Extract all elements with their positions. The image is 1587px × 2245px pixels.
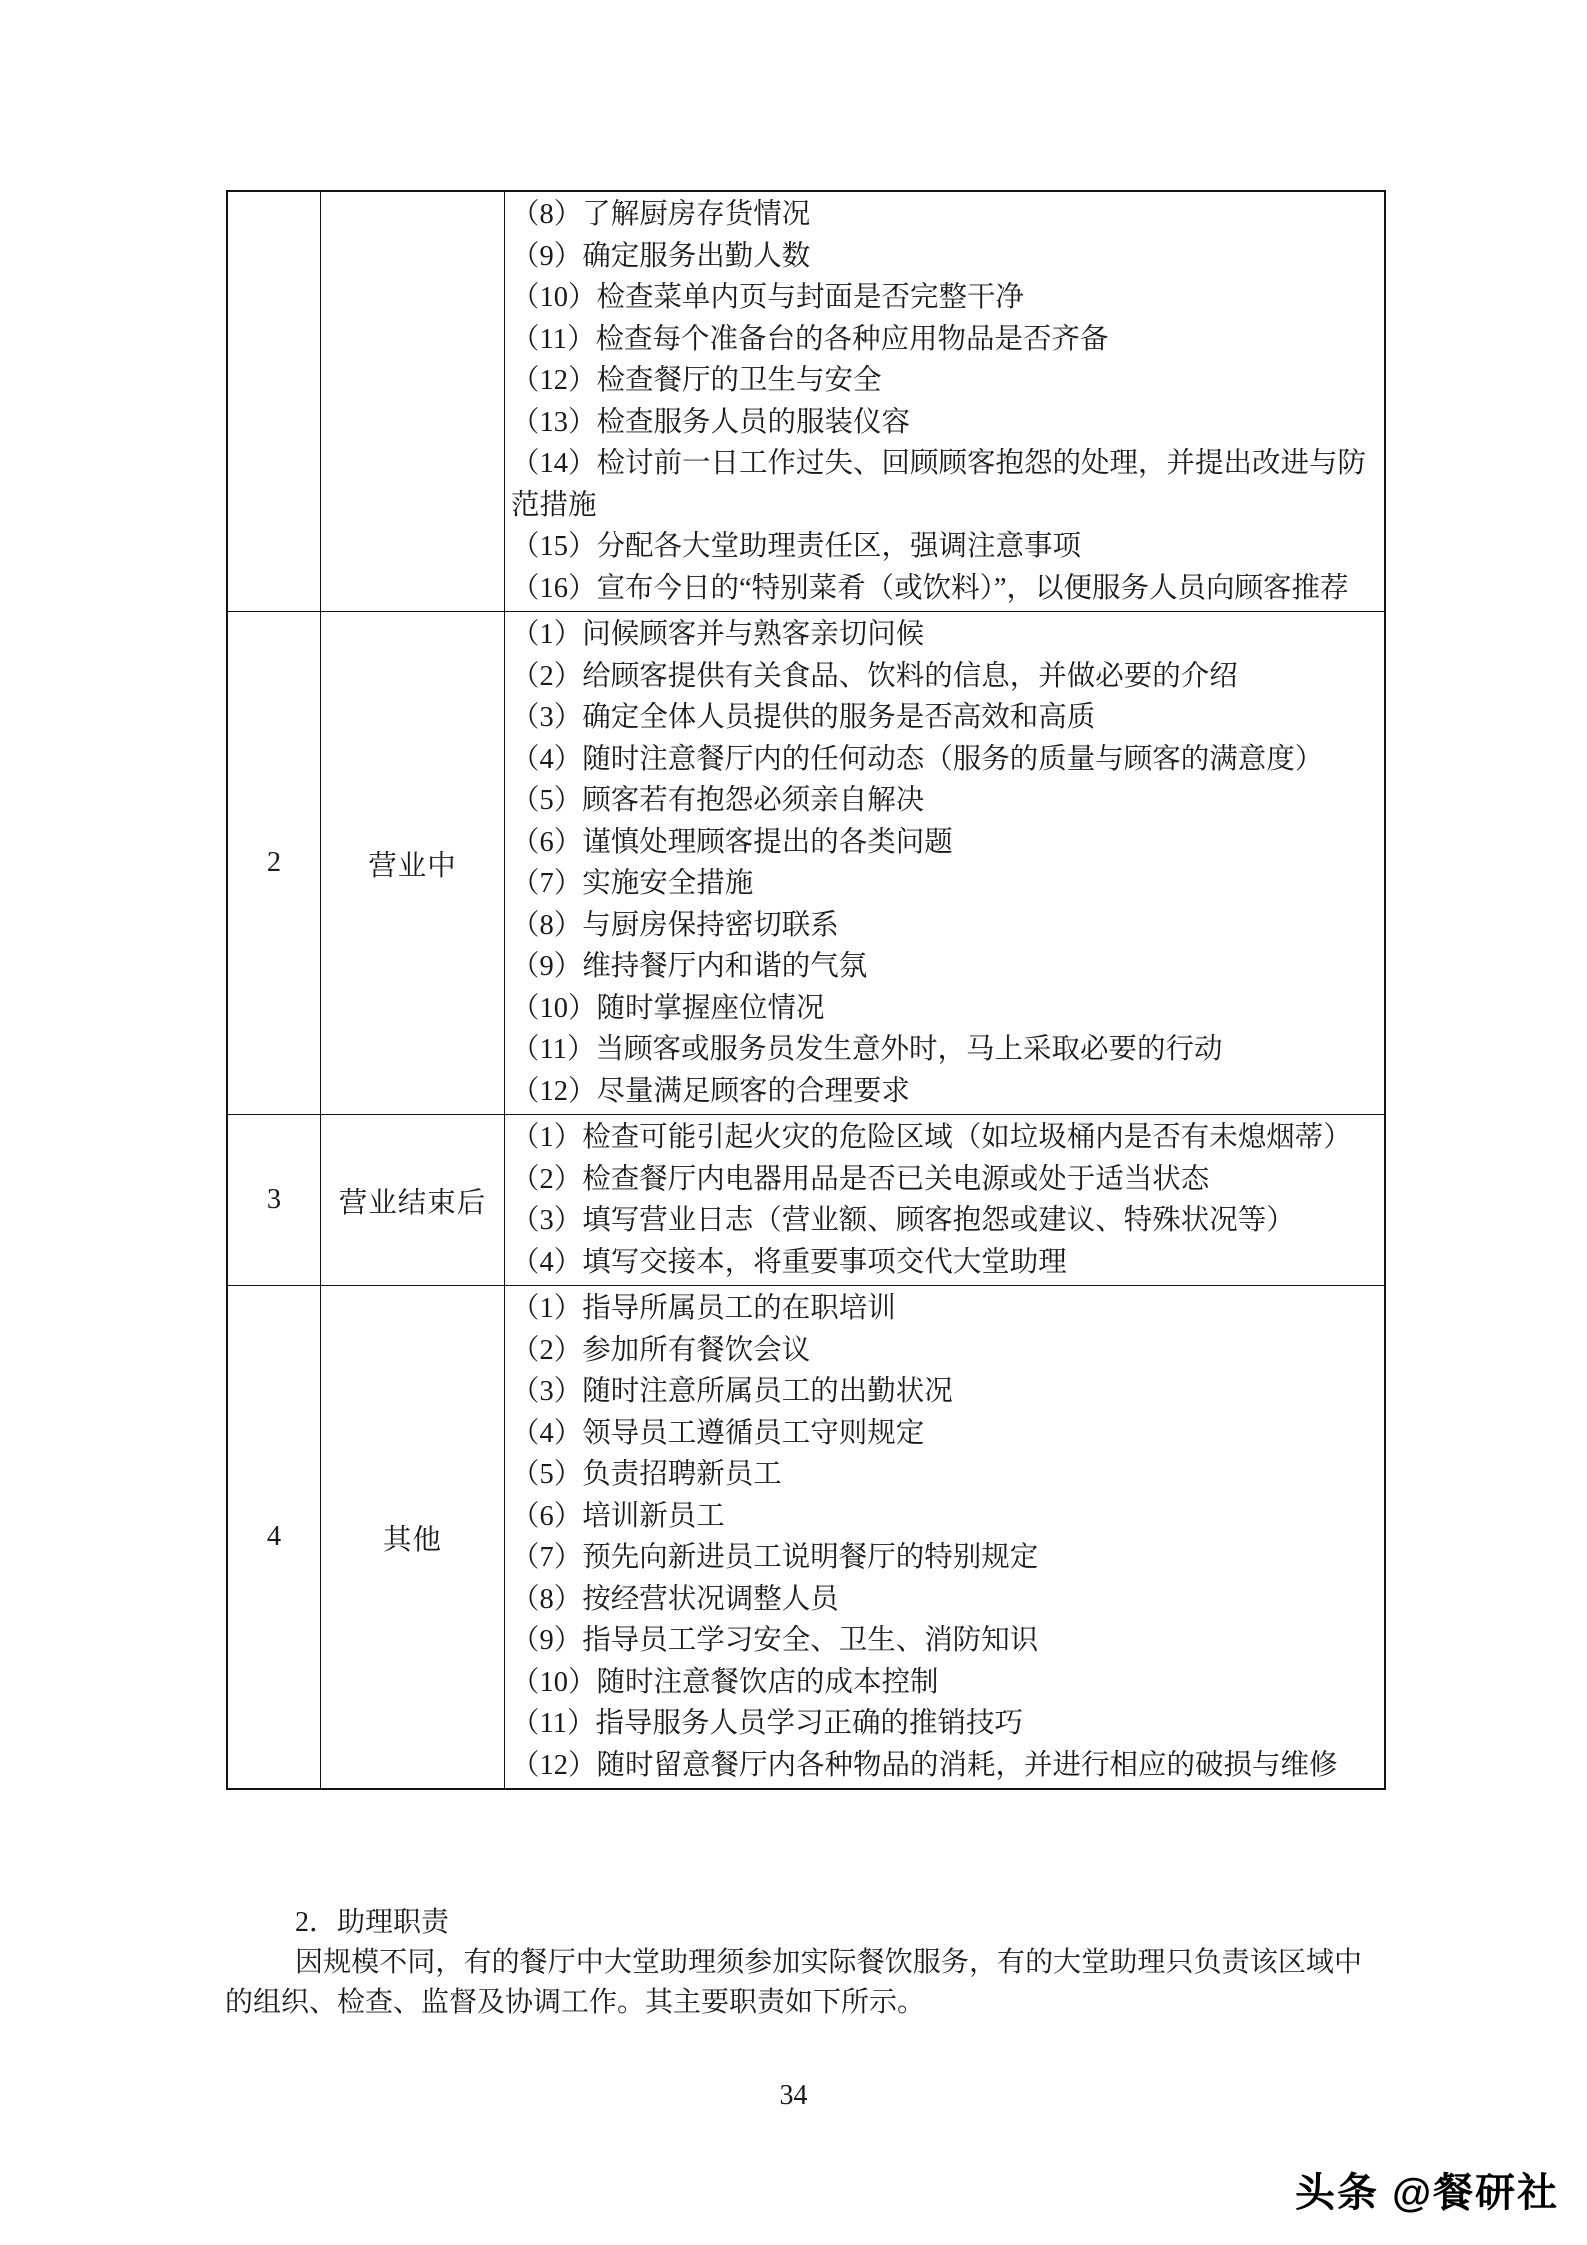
duty-item: （2）参加所有餐饮会议 [511,1334,811,1366]
duty-item: （8）按经营状况调整人员 [511,1583,839,1615]
table-row [227,191,1385,612]
table-row [227,1115,1385,1286]
duty-item: （13）检查服务人员的服装仪容 [511,406,911,438]
duty-item: （9）指导员工学习安全、卫生、消防知识 [511,1625,1039,1656]
table-row [227,612,1385,1115]
row-phase-cell: 其他 [321,1286,505,1790]
duty-item: （4）随时注意餐厅内的任何动态（服务的质量与顾客的满意度） [511,743,1324,775]
duty-table [226,190,1386,1790]
body-paragraph: 因规模不同，有的餐厅中大堂助理须参加实际餐饮服务，有的大堂助理只负责该区域中的组织、检查、监督及协调工作。其主要职责如下所示。 [225,1947,1362,2018]
duty-item: （11）当顾客或服务员发生意外时，马上采取必要的行动 [511,1034,1223,1065]
duty-item: （8）了解厨房存货情况 [511,199,811,230]
row-items-cell [505,191,1386,612]
row-number-cell: 4 [227,1286,321,1790]
duty-item: （5）顾客若有抱怨必须亲自解决 [511,785,925,816]
section-heading: 2．助理职责 [295,1907,450,1938]
duty-item: （9）确定服务出勤人数 [511,240,811,272]
duty-item: （12）随时留意餐厅内各种物品的消耗，并进行相应的破损与维修 [511,1749,1338,1781]
duty-item: （11）指导服务人员学习正确的推销技巧 [511,1708,1023,1739]
page-number: 34 [779,2080,808,2111]
duty-table-body [227,191,1385,1789]
duty-item: （2）检查餐厅内电器用品是否已关电源或处于适当状态 [511,1163,1210,1195]
duty-item: （3）填写营业日志（营业额、顾客抱怨或建议、特殊状况等） [511,1205,1295,1236]
duty-item: （16）宣布今日的“特别菜肴（或饮料）”，以便服务人员向顾客推荐 [511,572,1349,604]
duty-item: （5）负责招聘新员工 [511,1459,782,1490]
row-number-cell [227,191,321,612]
duty-item: （10）随时掌握座位情况 [511,992,825,1024]
duty-item: （6）培训新员工 [511,1500,725,1532]
duty-item: （12）检查餐厅的卫生与安全 [511,365,882,396]
duty-item: （4）领导员工遵循员工守则规定 [511,1417,925,1449]
row-number-cell: 3 [227,1115,321,1286]
duty-item: （9）维持餐厅内和谐的气氛 [511,951,868,982]
row-phase-cell: 营业结束后 [321,1115,505,1286]
duty-item: （14）检讨前一日工作过失、回顾顾客抱怨的处理，并提出改进与防范措施 [511,448,1367,521]
duty-item: （3）随时注意所属员工的出勤状况 [511,1376,953,1407]
duty-item: （10）检查菜单内页与封面是否完整干净 [511,282,1025,313]
row-number-cell: 2 [227,612,321,1115]
duty-item: （6）谨慎处理顾客提出的各类问题 [511,826,953,858]
row-items-cell [505,612,1386,1115]
row-items-cell [505,1286,1386,1790]
duty-item: （10）随时注意餐饮店的成本控制 [511,1666,939,1698]
duty-item: （8）与厨房保持密切联系 [511,909,839,941]
row-phase-cell: 营业中 [321,612,505,1115]
duty-item: （1）问候顾客并与熟客亲切问候 [511,619,925,650]
row-items-cell [505,1115,1386,1286]
duty-item: （7）实施安全措施 [511,868,754,899]
duty-item: （11）检查每个准备台的各种应用物品是否齐备 [511,323,1109,355]
duty-item: （2）给顾客提供有关食品、饮料的信息，并做必要的介绍 [511,660,1238,692]
duty-item: （12）尽量满足顾客的合理要求 [511,1075,911,1107]
duty-item: （3）确定全体人员提供的服务是否高效和高质 [511,702,1096,733]
watermark: 头条 @餐研社 [1295,2171,1560,2215]
duty-item: （7）预先向新进员工说明餐厅的特别规定 [511,1542,1039,1573]
duty-item: （1）检查可能引起火灾的危险区域（如垃圾桶内是否有未熄烟蒂） [511,1122,1352,1153]
duty-item: （4）填写交接本，将重要事项交代大堂助理 [511,1246,1067,1278]
below-table-text [225,1903,1362,2023]
duty-item: （15）分配各大堂助理责任区，强调注意事项 [511,531,1082,562]
duty-item: （1）指导所属员工的在职培训 [511,1293,896,1324]
table-row [227,1286,1385,1790]
row-phase-cell [321,191,505,612]
